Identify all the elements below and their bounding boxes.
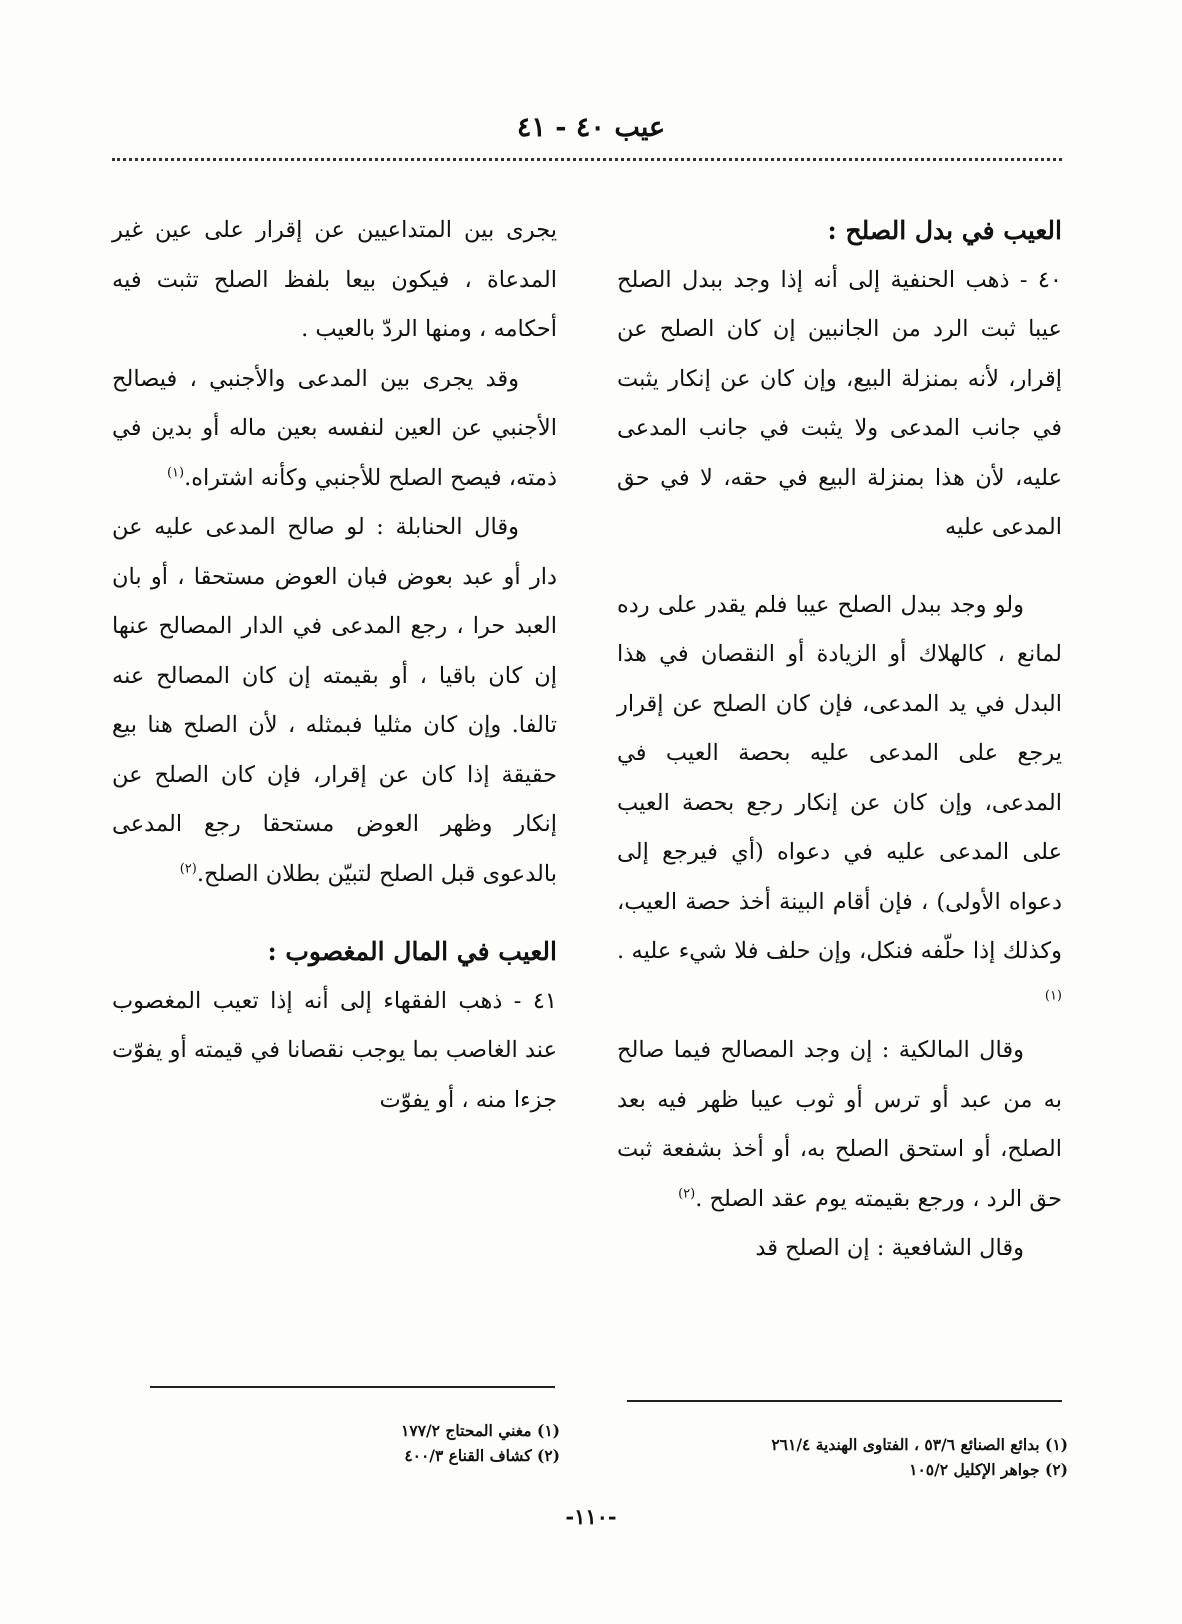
footnote: (١) بدائع الصنائع ٥٣/٦ ، الفتاوى الهندية ٢٦١/٤ — [771, 1435, 1068, 1454]
paragraph-gap — [112, 899, 557, 927]
footnote-ref: (٢) — [179, 861, 197, 876]
paragraph-text: ٤٠ - ذهب الحنفية إلى أنه إذا وجد ببدل الصلح عيبا ثبت الرد من الجانبين إن كان الصلح عن إقرار، لأنه بمنزلة البيع، وإن كان عن إنكار يثبت في جانب المدعى ولا يثبت في جانب المدعى عليه، لأن هذا بمنزلة البيع في حقه، لا في حق المدعى عليه — [617, 266, 1062, 540]
footnote: (٢) جواهر الإكليل ١٠٥/٢ — [909, 1460, 1068, 1479]
paragraph-text: يجرى بين المتداعيين عن إقرار على عين غير المدعاة ، فيكون بيعا بلفظ الصلح تثبت فيه أحكامه ، ومنها الردّ بالعيب . — [112, 217, 557, 342]
paragraph — [112, 206, 557, 355]
paragraph — [112, 503, 557, 899]
footnote-ref: (٢) — [678, 1186, 696, 1201]
header-dotted-divider — [112, 158, 1062, 161]
section-heading-settlement-defect: العيب في بدل الصلح : — [827, 216, 1062, 245]
page-header-title: عيب ٤٠ - ٤١ — [516, 112, 666, 143]
paragraph — [617, 581, 1062, 1027]
footnote-ref: (١) — [166, 465, 185, 480]
paragraph — [617, 1026, 1062, 1224]
section-heading-usurped-property: العيب في المال المغصوب : — [267, 937, 557, 966]
paragraph-text: ولو وجد ببدل الصلح عيبا فلم يقدر على رده لمانع ، كالهلاك أو الزيادة أو النقصان في هذا البدل في يد المدعى، فإن كان الصلح عن إقرار يرجع على المدعى عليه بحصة العيب في المدعى، وإن كان عن إنكار رجع بحصة العيب على المدعى عليه في دعواه (أي فيرجع إلى دعواه الأولى) ، فإن أقام البينة أخذ حصة العيب، وكذلك إذا حلّفه فنكل، وإن حلف فلا شيء عليه . — [617, 591, 1062, 964]
footnote: (١) مغني المحتاج ١٧٧/٢ — [401, 1421, 560, 1440]
footnote-ref: (١) — [1044, 988, 1062, 1003]
right-column — [617, 206, 1062, 1274]
footnote-divider-left — [150, 1386, 555, 1388]
paragraph-gap — [617, 553, 1062, 581]
paragraph-text: ٤١ - ذهب الفقهاء إلى أنه إذا تعيب المغصوب عند الغاصب بما يوجب نقصانا في قيمته أو يفوّت جزءا منه ، أو يفوّت — [112, 987, 557, 1113]
footnote-divider-right — [627, 1400, 1062, 1402]
paragraph-text: وقد يجرى بين المدعى والأجنبي ، فيصالح الأجنبي عن العين لنفسه بعين ماله أو بدين في ذمته، فيصح الصلح للأجنبي وكأنه اشتراه. — [112, 365, 557, 491]
footnote: (٢) كشاف القناع ٤٠٠/٣ — [404, 1446, 560, 1465]
page-number: -١١٠- — [565, 1504, 617, 1529]
paragraph — [617, 256, 1062, 553]
paragraph-text: وقال المالكية : إن وجد المصالح فيما صالح به من عبد أو ترس أو ثوب عيبا ظهر فيه بعد الصلح، أو استحق الصلح به، أو أخذ بشفعة ثبت حق الرد ، ورجع بقيمته يوم عقد الصلح . — [617, 1037, 1062, 1212]
left-column — [112, 206, 557, 1125]
paragraph-text: وقال الحنابلة : لو صالح المدعى عليه عن دار أو عبد بعوض فبان العوض مستحقا ، أو بان العبد حرا ، رجع المدعى في الدار المصالح عنها إن كان باقيا ، أو بقيمته إن كان المصالح عنه تالفا. وإن كان مثليا فبمثله ، لأن الصلح هنا بيع حقيقة إذا كان عن إقرار، فإن كان الصلح عن إنكار وظهر العوض مستحقا رجع المدعى بالدعوى قبل الصلح لتبيّن بطلان الصلح. — [112, 514, 557, 887]
paragraph-text: وقال الشافعية : إن الصلح قد — [755, 1235, 1024, 1261]
footnotes-left — [115, 1418, 560, 1468]
paragraph — [617, 1224, 1062, 1274]
paragraph — [112, 977, 557, 1126]
footnotes-right — [623, 1432, 1068, 1482]
paragraph — [112, 355, 557, 504]
